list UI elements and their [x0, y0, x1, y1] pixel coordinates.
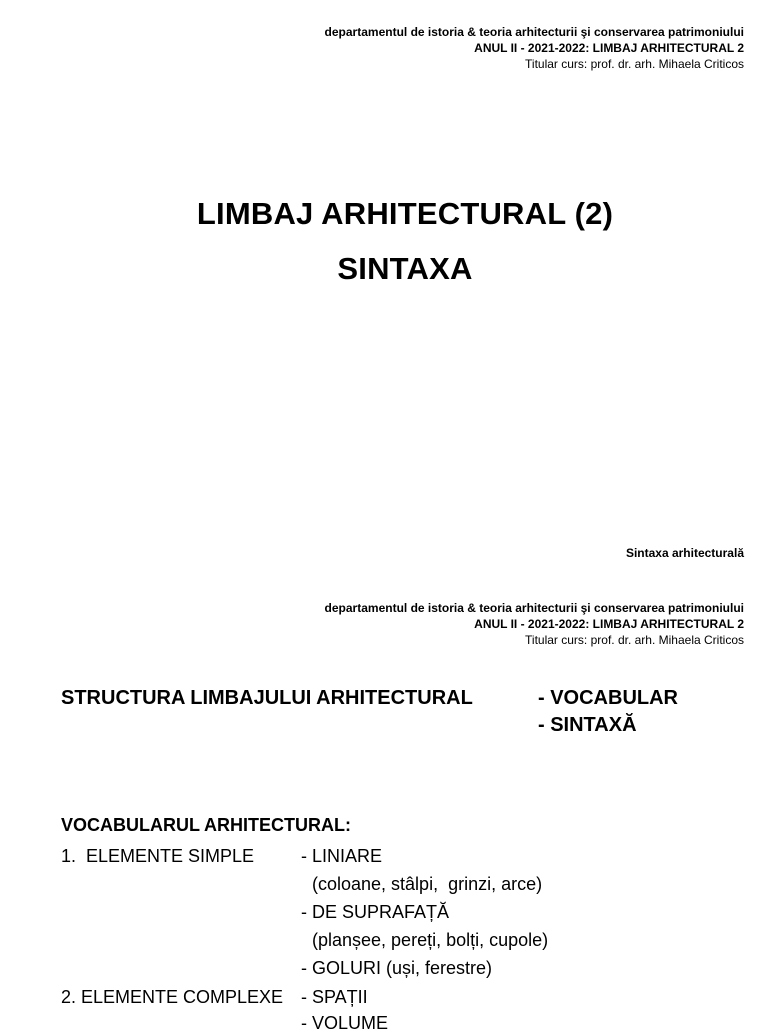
department-line: departamentul de istoria & teoria arhitecturii şi conservarea patrimoniului [324, 25, 744, 39]
sub-item-examples: (coloane, stâlpi, grinzi, arce) [312, 874, 543, 894]
sub-item-suprafata: - DE SUPRAFAȚĂ [301, 902, 450, 922]
page-footer: Sintaxa arhitecturală [625, 546, 744, 560]
course-line: ANUL II - 2021-2022: LIMBAJ ARHITECTURAL 2 [474, 617, 744, 631]
structure-item-vocabular: - VOCABULAR [538, 687, 678, 709]
sub-item-spatii: - SPAȚII [301, 987, 368, 1007]
header-block [325, 24, 744, 72]
sub-item-liniare: - LINIARE [301, 846, 383, 866]
list-item-elemente-complexe: 2. ELEMENTE COMPLEXE [61, 987, 284, 1007]
titular-line: Titular curs: prof. dr. arh. Mihaela Criticos [525, 633, 744, 647]
sub-item-examples: (planșee, pereți, bolți, cupole) [312, 930, 549, 950]
header-block-page2 [325, 600, 744, 648]
sub-item-goluri: - GOLURI (uși, ferestre) [301, 958, 493, 978]
list-item-elemente-simple: 1. ELEMENTE SIMPLE [61, 846, 255, 866]
structure-heading: STRUCTURA LIMBAJULUI ARHITECTURAL [61, 687, 473, 709]
course-line: ANUL II - 2021-2022: LIMBAJ ARHITECTURAL 2 [474, 41, 744, 55]
department-line: departamentul de istoria & teoria arhitecturii şi conservarea patrimoniului [324, 601, 744, 615]
sub-item-volume: - VOLUME [301, 1013, 389, 1033]
titular-line: Titular curs: prof. dr. arh. Mihaela Criticos [525, 57, 744, 71]
structure-item-sintaxa: - SINTAXĂ [538, 714, 637, 736]
title-main: LIMBAJ ARHITECTURAL (2) [196, 196, 614, 231]
title-sub: SINTAXA [337, 251, 473, 286]
vocabulary-heading: VOCABULARUL ARHITECTURAL: [61, 815, 351, 835]
